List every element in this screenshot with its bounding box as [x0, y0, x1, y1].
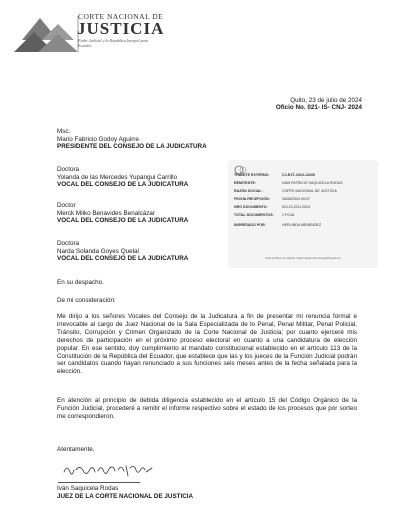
recipient-1: [57, 128, 207, 151]
signer: [57, 485, 193, 500]
stamp-label: REMITENTE:: [234, 181, 256, 185]
place-date: Quito, 23 de julio de 2024: [290, 97, 362, 104]
greeting: De mi consideración:: [57, 297, 116, 304]
stamp-row: [234, 189, 337, 193]
stamp-value: IVAN PATRICIO SAQUICELA RODAS: [282, 181, 343, 185]
recipient-name: Narda Solanda Goyes Quelal: [57, 247, 139, 255]
stamp-value: 1 FOJA: [282, 213, 295, 217]
recipient-name: Mario Fabricio Godoy Aguirre: [57, 135, 139, 143]
stamp-footer: Para verificar su trámite: https://quipux.funcionjudicial.gob.ec: [265, 256, 341, 260]
stamp-label: FECHA RECEPCIÓN:: [234, 197, 270, 201]
stamp-row: [234, 197, 310, 201]
stamp-label: TOTAL DOCUMENTOS:: [234, 213, 274, 217]
reception-stamp: [228, 160, 378, 268]
recipient-2: [57, 166, 188, 189]
stamp-value: 021-IS-CNJ-2024: [282, 205, 310, 209]
oficio-number: Oficio No. 021- IS- CNJ- 2024: [275, 104, 362, 111]
recipient-title: Doctora: [57, 240, 80, 247]
stamp-row: [234, 213, 294, 217]
signature-line: [58, 482, 140, 483]
body-paragraph-2: En atención al principio de debida diligencia establecido en el artículo 15 del Código Orgánico de la Función Judicial, procederé a remitir el informe respectivo sobre el estado de los procesos que por sorteo me correspondieron.: [57, 397, 357, 420]
stamp-row: [234, 181, 343, 185]
recipient-role: VOCAL DEL CONSEJO DE LA JUDICATURA: [57, 181, 189, 189]
recipient-4: [57, 240, 188, 263]
closing: Atentamente,: [57, 446, 95, 453]
stamp-label: TRÁMITE EXTERNO:: [234, 173, 270, 177]
recipient-name: Yolanda de las Mercedes Yupangui Carrillo: [57, 173, 178, 181]
recipient-role: VOCAL DEL CONSEJO DE LA JUDICATURA: [57, 255, 189, 263]
recipient-title: Msc.: [57, 128, 71, 135]
recipient-role: VOCAL DEL CONSEJO DE LA JUDICATURA: [57, 217, 189, 225]
logo-title-line1: CORTE NACIONAL DE: [78, 12, 164, 21]
logo-subtitle: Poder Judicial y la Republica Integral para Ecuador: [78, 38, 149, 48]
stamp-row: [234, 173, 315, 177]
recipient-3: [57, 202, 188, 225]
office-line: En su despacho.: [57, 279, 104, 286]
handwritten-signature: [60, 460, 160, 480]
stamp-value: 26/08/2024 09:07: [282, 197, 310, 201]
recipient-title: Doctor: [57, 202, 76, 209]
stamp-row: [234, 205, 310, 209]
recipient-title: Doctora: [57, 166, 80, 173]
recipient-name: Merck Milko Benavides Benalcázar: [57, 209, 155, 217]
stamp-label: RAZÓN SOCIAL:: [234, 189, 263, 193]
recipient-role: PRESIDENTE DEL CONSEJO DE LA JUDICATURA: [57, 143, 207, 151]
body-paragraph-1: Me dirijo a los señores Vocales del Consejo de la Judicatura a fin de presentar mi renuncia formal e irrevocable al cargo de Juez Nacional de la Sala Especializada de lo Penal, Penal Militar, Penal Policial, Tránsito, Corrupción y Crimen Organizado de la Corte Nacional de Justicia; por cuanto ejerceré mis derechos de participación en el próximo proceso electoral en cuanto a una candidatura de elección popular. En ese sentido, doy cumplimiento al mandato constitucional establecido en el artículo 113 de la Constitución de la República del Ecuador, que establece que las y los jueces de la Función Judicial podrán ser candidatos cuando hayan renunciado a sus funciones seis meses antes de la fecha señalada para la elección.: [57, 313, 357, 376]
stamp-value: CJ-EXT-2024-13206: [282, 173, 315, 177]
stamp-value: HERLINDA MENENDEZ: [282, 223, 322, 227]
signer-role: JUEZ DE LA CORTE NACIONAL DE JUSTICIA: [57, 492, 194, 500]
stamp-label: INGRESADO POR:: [234, 223, 266, 227]
logo-title-line2: JUSTICIA: [77, 19, 165, 38]
stamp-row: [234, 223, 321, 227]
signer-name: Iván Saquicela Rodas: [57, 485, 119, 492]
stamp-value: CORTE NACIONAL DE JUSTICIA: [282, 189, 337, 193]
stamp-label: NRO DOCUMENTO:: [234, 205, 268, 209]
